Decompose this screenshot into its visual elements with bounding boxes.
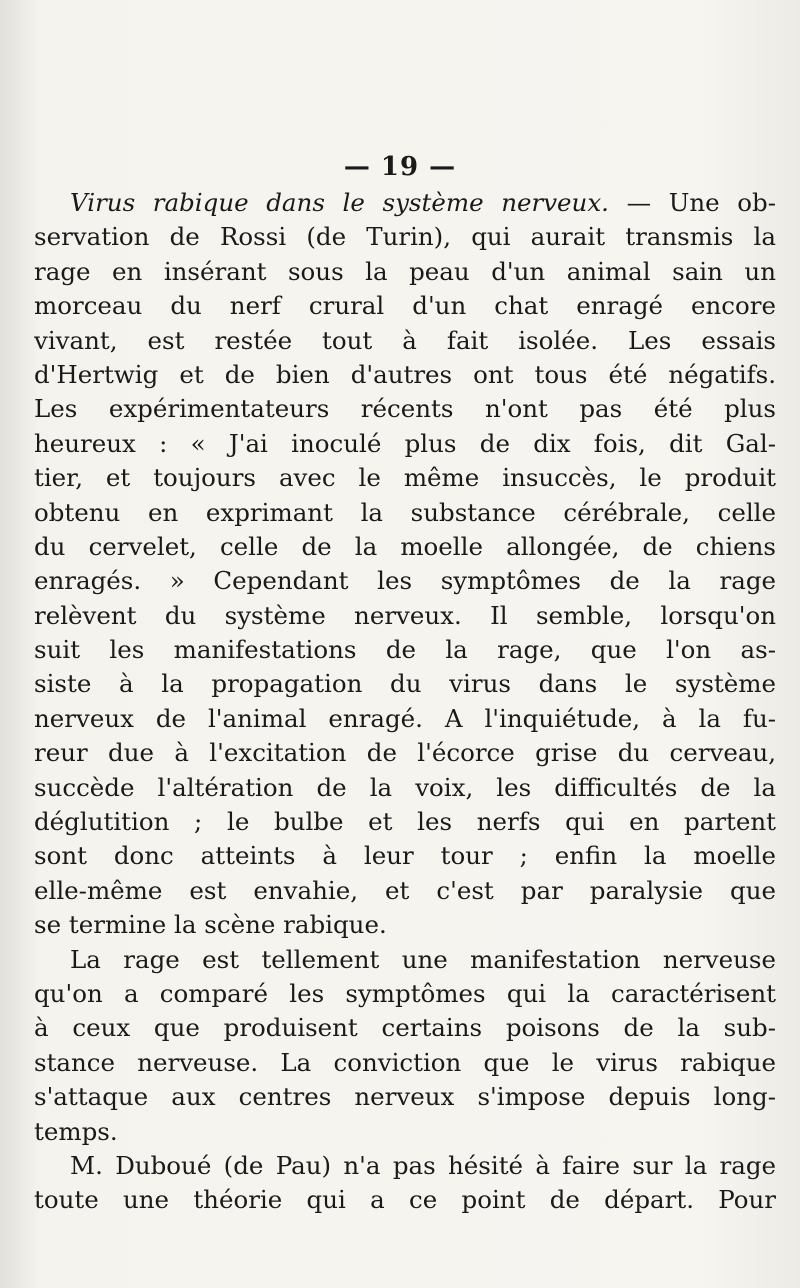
text-line: se termine la scène rabique. — [34, 910, 387, 940]
text-line: sont donc atteints à leur tour ; enfin la moelle — [34, 841, 776, 871]
text-line: M. Duboué (de Pau) n'a pas hésité à faire sur la rage — [70, 1150, 776, 1180]
text-line: heureux : « J'ai inoculé plus de dix fois, dit Gal- — [34, 428, 776, 458]
text-line: à ceux que produisent certains poisons de la sub- — [34, 1013, 776, 1043]
text-line-content: — Une ob- — [608, 188, 776, 217]
text-line: reur due à l'excitation de l'écorce grise du cerveau, — [34, 738, 776, 768]
text-line: toute une théorie qui a ce point de départ. Pour — [34, 1185, 776, 1215]
text-line: servation de Rossi (de Turin), qui aurait transmis la — [34, 222, 776, 252]
text-line: vivant, est restée tout à fait isolée. Les essais — [34, 325, 776, 355]
text-line: Les expérimentateurs récents n'ont pas été plus — [34, 394, 776, 424]
text-line: temps. — [34, 1116, 118, 1146]
page-number: — 19 — — [343, 152, 457, 182]
text-line: La rage est tellement une manifestation nerveuse — [70, 944, 776, 974]
text-line: suit les manifestations de la rage, que l'on as- — [34, 635, 776, 665]
text-line: succède l'altération de la voix, les difficultés de la — [34, 772, 776, 802]
text-line: nerveux de l'animal enragé. A l'inquiétude, à la fu- — [34, 703, 776, 733]
text-line: du cervelet, celle de la moelle allongée, de chiens — [34, 531, 776, 561]
body-text — [34, 186, 776, 1218]
text-line: s'attaque aux centres nerveux s'impose depuis long- — [34, 1082, 776, 1112]
text-line: rage en insérant sous la peau d'un animal sain un — [34, 256, 776, 286]
text-line: qu'on a comparé les symptômes qui la caractérisent — [34, 978, 776, 1008]
text-line: tier, et toujours avec le même insuccès, le produit — [34, 463, 776, 493]
text-line: siste à la propagation du virus dans le système — [34, 669, 776, 699]
text-line: morceau du nerf crural d'un chat enragé encore — [34, 291, 776, 321]
text-line: enragés. » Cependant les symptômes de la rage — [34, 566, 776, 596]
text-line: stance nerveuse. La conviction que le virus rabique — [34, 1047, 776, 1077]
text-line: déglutition ; le bulbe et les nerfs qui en partent — [34, 807, 776, 837]
text-line: elle-même est envahie, et c'est par paralysie que — [34, 875, 776, 905]
text-line: d'Hertwig et de bien d'autres ont tous été négatifs. — [34, 359, 776, 389]
text-line: relèvent du système nerveux. Il semble, lorsqu'on — [34, 600, 776, 630]
text-line: obtenu en exprimant la substance cérébrale, celle — [34, 497, 776, 527]
section-heading: Virus rabique dans le système nerveux. — [70, 188, 609, 217]
text-line — [34, 186, 776, 220]
